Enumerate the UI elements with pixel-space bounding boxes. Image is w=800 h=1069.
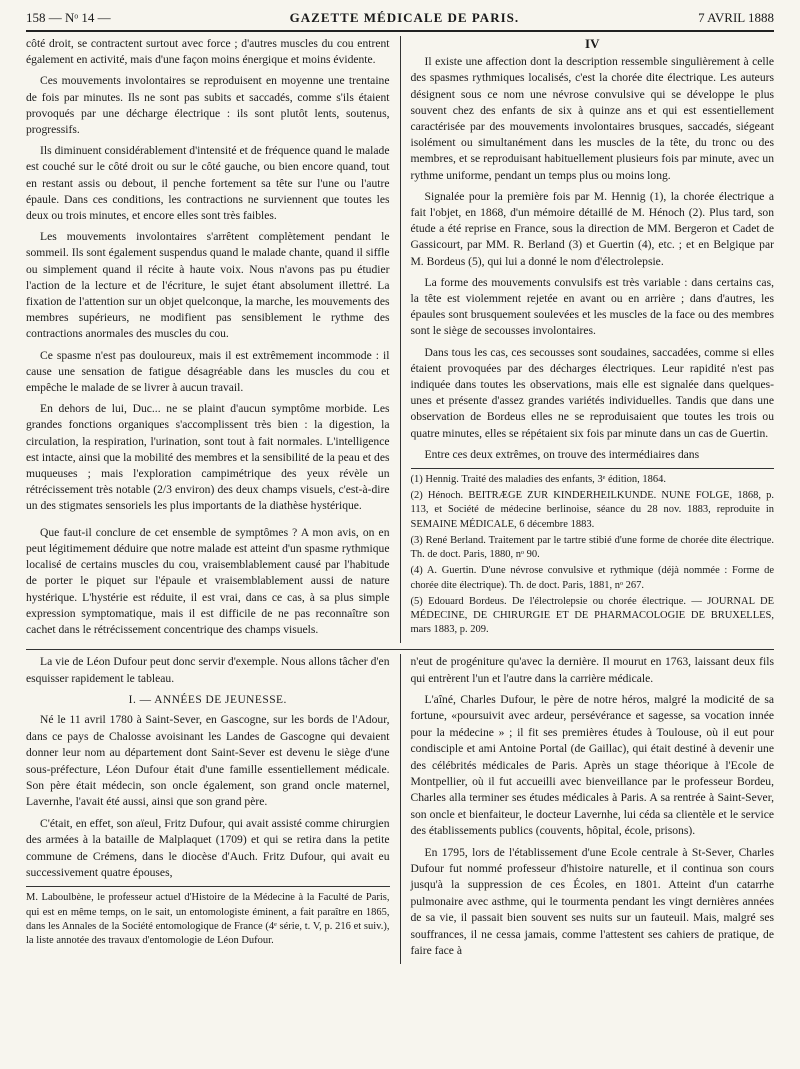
paragraph: La vie de Léon Dufour peut donc servir d'exemple. Nous allons tâcher d'en esquisser rapidement le tableau. [26, 655, 390, 685]
paragraph: Né le 11 avril 1780 à Saint-Sever, en Gascogne, sur les bords de l'Adour, dans ce pays de Chalosse avoisinant les Landes de Gascogne qui devaient donner leur nom au département dont Saint-Sever est devenu le siège d'une sous-préfecture, Léon Dufour était d'une famille essentiellement médicale. Son père était médecin, son oncle également, son grand oncle maternel, Lavernhe, l'avait été aussi, ainsi que son grand père. [26, 713, 390, 809]
running-header [26, 10, 774, 32]
section-number: IV [585, 36, 600, 51]
footnote: (1) Hennig. Traité des maladies des enfants, 3ᵉ édition, 1864. [410, 474, 667, 486]
paragraph: C'était, en effet, son aïeul, Fritz Dufour, qui avait assisté comme chirurgien des armées à la bataille de Malplaquet (1709) et qui se retira dans la petite commune de Crémens, dans le diocèse d'Auch. Fritz Dufour, qui avait eu successivement quatre épouses, [26, 816, 390, 879]
footnote: (4) A. Guertin. D'une névrose convulsive et rythmique (déjà nommée : Forme de chorée dite électrique). Th. de doct. Paris, 1881, nᵒ 267. [410, 565, 774, 591]
paragraph: La forme des mouvements convulsifs est très variable : dans certains cas, la tête est violemment rejetée en avant ou en arrière ; dans d'autres, les épaules sont brusquement soulevées et les muscles de la face ou des membres sont le siège de secousses involontaires. [410, 275, 774, 338]
journal-title: GAZETTE MÉDICALE DE PARIS. [289, 10, 520, 25]
paragraph: L'aîné, Charles Dufour, le père de notre héros, malgré la modicité de sa fortune, «poursuivit avec ardeur, persévérance et sagesse, sa vocation innée pour la médecine » ; il fit ses premières études à Toulouse, où il eut pour condisciple et ami Antoine Portal (de Gaillac), qui était destiné à devenir une des célébrités médicales de Paris. Après un stage théorique à l'Ecole de Montpellier, où il fut accueilli avec bienveillance par le professeur Bordeu, Charles alla terminer ses études médicales à Paris. A sa rentrée à Saint-Sever, son oncle et bienfaiteur, le docteur Lavernhe, lui céda sa clientèle et le service des établissements publics (couvents, hôpital, école, prisons). [410, 692, 774, 838]
footnotes [411, 468, 775, 637]
paragraph: Dans tous les cas, ces secousses sont soudaines, saccadées, comme si elles étaient provoquées par des décharges électriques. Leur rapidité n'est pas indiquée dans toutes les observations, mais elle est signalée dans quelques-unes et présente d'assez grandes variétés individuelles. Tandis que dans une observation de Bordeus elles ne se reproduisaient que toutes les trois ou quatre minutes, elles se répétaient six fois par minute dans un cas de Guertin. [410, 345, 774, 440]
issue-date: 7 AVRIL 1888 [698, 10, 774, 25]
paragraph: En dehors de lui, Duc... ne se plaint d'aucun symptôme morbide. Les grandes fonctions organiques s'accomplissent très bien : la digestion, la circulation, la respiration, l'urination, sont tout à fait normales. L'intelligence est intacte, ainsi que la mobilité des membres et la sensibilité de la peau et des muqueuses ; mais l'exploration campimétrique des yeux révèle un rétrécissement très notable (2/3 environ) des deux champs visuels, c'est-à-dire un des stigmates sensoriels les plus importants de la diathèse hystérique. [26, 402, 390, 513]
paragraph: Ce spasme n'est pas douloureux, mais il est extrêmement incommode : il cause une sensation de fatigue désagréable dans les muscles du cou et empêche le malade de se livrer à aucun travail. [26, 348, 390, 395]
upper-right-column [401, 36, 775, 643]
footnote: (5) Edouard Bordeus. De l'électrolepsie ou chorée électrique. — JOURNAL DE MÉDECINE, DE CHIRURGIE ET DE PHARMACOLOGIE DE BRUXELLES, mars 1883, p. 209. [410, 595, 774, 636]
section-heading: I. — ANNÉES DE JEUNESSE. [128, 693, 287, 706]
paragraph: En 1795, lors de l'établissement d'une Ecole centrale à St-Sever, Charles Dufour fut nommé professeur d'histoire naturelle, et il continua son cours jusqu'à la suppression de ces Écoles, en 1801. Atteint d'un catarrhe pulmonaire avec asthme, qui le tourmenta pendant les vingt dernières années de sa vie, il passait bien souvent ses nuits sur un fauteuil. Mais, malgré ses souffrances, il ne cessa jamais, comme l'attestent ses cahiers de pratique, de faire face à [410, 845, 774, 958]
paragraph: Ces mouvements involontaires se reproduisent en moyenne une trentaine de fois par minutes. Ils ne sont pas subits et saccadés, comme s'ils étaient provoqués par une décharge électrique : ils sont plutôt lents, soutenus, progressifs. [26, 74, 390, 137]
paragraph: Il existe une affection dont la description ressemble singulièrement à celle des spasmes rythmiques localisés, c'est la chorée dite électrique. Les auteurs désignent sous ce nom une névrose convulsive qui se développe le plus souvent chez des enfants de six à quinze ans et qui est essentiellement caractérisée par des mouvements involontaires brusques, saccadés, siégeant isolément ou simultanément dans les muscles de la tête, du tronc ou des membres, et se reproduisant habituellement plusieurs fois par minute, avec un rythme uniforme, pendant un temps plus ou moins long. [410, 55, 774, 182]
lower-left-column [26, 654, 401, 964]
lower-columns [26, 654, 774, 964]
footnote: (2) Hénoch. BEITRÆGE ZUR KINDERHEILKUNDE. NUNE FOLGE, 1868, p. 113, et Société de médecine berlinoise, séance du 28 nov. 1883, reproduite in SEMAINE MÉDICALE, 6 décembre 1883. [410, 490, 774, 530]
lower-right-column [401, 654, 775, 964]
footnote: (3) René Berland. Traitement par le tartre stibié d'une forme de chorée dite électrique. Th. de doct. Paris, 1880, nᵒ 90. [410, 534, 774, 561]
upper-left-column [26, 36, 401, 643]
upper-columns [26, 36, 774, 643]
paragraph: Signalée pour la première fois par M. Hennig (1), la chorée électrique a fait l'objet, en 1868, d'un mémoire détaillé de M. Hénoch (2). Plus tard, son étude a été reprise en France, sous la direction de MM. Bergeron et Cadet de Gassicourt, par MM. R. Berland (3) et Guertin (4), etc. ; et en Belgique par M. Bordeus (5), qui lui a donné le nom d'électrolepsie. [410, 189, 774, 268]
paragraph: Les mouvements involontaires s'arrêtent complètement pendant le sommeil. Ils sont également suspendus quand le malade chante, quand il siffle ou simplement quand il récite à haute voix. Nous n'avons pas pu étudier l'action de la lecture et de l'écriture, le sujet étant absolument illettré. La fixation de l'attention sur un objet quelconque, la marche, les mouvements des membres supérieurs, ne modifient pas sensiblement le rythme des contractions anormales des muscles du cou. [26, 230, 390, 341]
section-divider [26, 649, 774, 650]
paragraph: Que faut-il conclure de cet ensemble de symptômes ? A mon avis, on en peut légitimement déduire que notre malade est atteint d'un spasme rythmique localisé de certains muscles du cou, vraisemblablement causé par l'habitude de porter le piquet sur l'épaule et vraisemblablement aussi de nature hystérique. L'hystérie est réduite, il est vrai, dans ce cas, à sa plus simple expression symptomatique, mais il est difficile de ne pas reconnaître son cachet dans le rétrécissement concentrique des champs visuels. [26, 525, 390, 636]
paragraph: côté droit, se contractent surtout avec force ; d'autres muscles du cou entrent également en activité, mais d'une façon moins énergique et moins évidente. [26, 37, 390, 67]
paragraph: Ils diminuent considérablement d'intensité et de fréquence quand le malade est couché sur le côté droit ou sur le côté gauche, ou bien encore quand, tout en restant assis ou debout, il penche fortement sa tête sur l'une ou l'autre épaule. Dans ces conditions, les contractions ne surviennent que toutes les deux ou trois minutes, et encore elles sont très faibles. [26, 144, 390, 223]
paragraph: Entre ces deux extrêmes, on trouve des intermédiaires dans [424, 447, 700, 461]
page-number: 158 — Nᵒ 14 — [26, 10, 111, 25]
footnote: M. Laboulbène, le professeur actuel d'Histoire de la Médecine à la Faculté de Paris, qui est en même temps, on le sait, un entomologiste éminent, a fait paraître en 1865, dans les Annales de la Société entomologique de France (4ᵉ série, t. V, p. 216 et suiv.), la liste annotée des travaux d'entomologie de Léon Dufour. [26, 886, 390, 948]
paragraph: n'eut de progéniture qu'avec la dernière. Il mourut en 1763, laissant deux fils qui entrèrent l'un et l'autre dans la carrière médicale. [410, 655, 774, 685]
